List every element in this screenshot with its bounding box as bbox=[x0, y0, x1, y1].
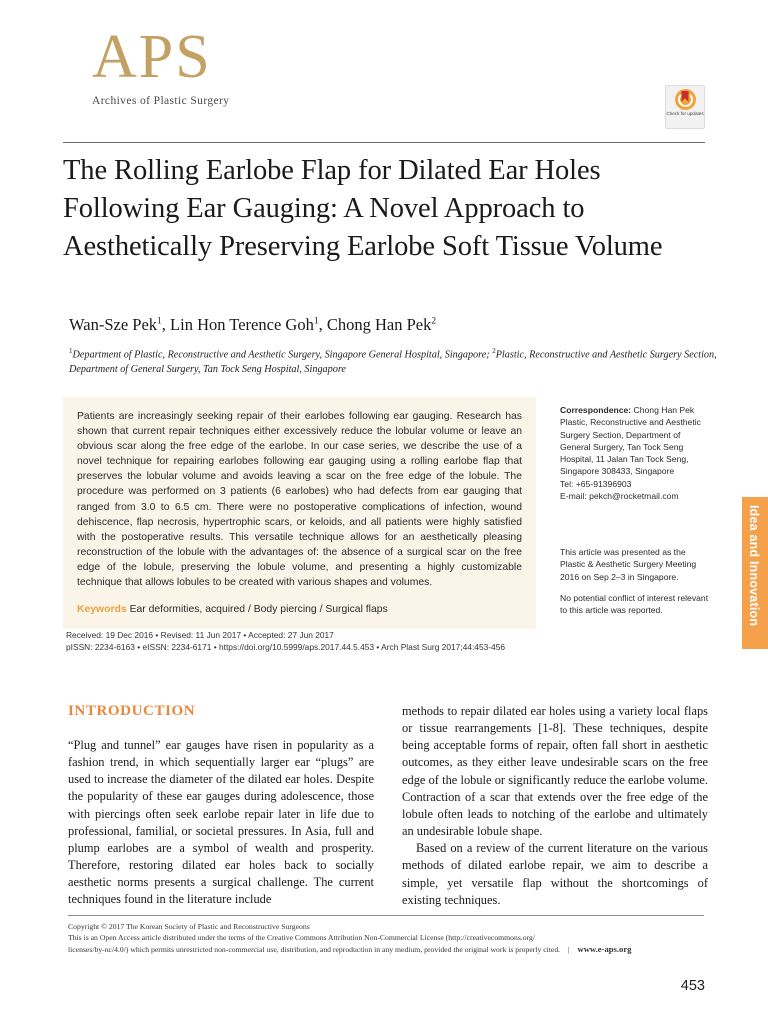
correspondence-label: Correspondence: bbox=[560, 405, 632, 415]
article-title: The Rolling Earlobe Flap for Dilated Ear Holes Following Ear Gauging: A Novel Approach to Aesthetically Preserving Earlobe Soft Tissue Volume bbox=[63, 155, 663, 262]
footer-license-line-2: licenses/by-nc/4.0/) which permits unrestricted non-commercial use, distribution, and reproduction in any medium, provided the original work is properly cited. bbox=[68, 944, 561, 954]
journal-logo-subtitle: Archives of Plastic Surgery bbox=[92, 94, 230, 107]
footer-block bbox=[68, 922, 704, 955]
article-type-tab-label: Idea and Innovation bbox=[747, 505, 761, 627]
article-type-tab bbox=[742, 497, 768, 649]
author-affiliations: $^1$Department of Plastic, Reconstructive and Aesthetic Surgery, Singapore General Hospital, Singapore; $^2$Plastic, Reconstructive and Aesthetic Surgery Section, Department of General Surgery, Tan Tock Seng Hospital, Singapore bbox=[69, 347, 717, 376]
body-column-left bbox=[68, 737, 374, 909]
correspondence-email[interactable]: E-mail: pekch@rocketmail.com bbox=[560, 491, 679, 502]
publication-identifiers[interactable]: pISSN: 2234-6163 • eISSN: 2234-6171 • https://doi.org/10.5999/aps.2017.44.5.453 • Arch Plast Surg 2017;44:453-456 bbox=[66, 642, 506, 653]
intro-paragraph-left: “Plug and tunnel” ear gauges have risen in popularity as a fashion trend, in which sequentially larger ear “plugs” are used to increase the diameter of the dilated ear holes. Despite the popularity of these ear gauges during adolescence, those with piercings often seek earlobe repair later in life due to professional, familial, or societal pressures. In Asia, full and plump earlobes are a symbol of wealth and prosperity. Therefore, restoring dilated ear holes back to socially aesthetic norms presents a surgical challenge. The current techniques found in the literature include bbox=[68, 738, 374, 907]
correspondence-address: Plastic, Reconstructive and Aesthetic Surgery Section, Department of General Surgery, Tan Tock Seng Hospital, 11 Jalan Tan Tock Seng, Singapore 308433, Singapore bbox=[560, 417, 701, 477]
footer-divider bbox=[68, 915, 704, 916]
keywords-row bbox=[77, 604, 522, 615]
publication-info bbox=[66, 629, 546, 654]
crossmark-label: Check for updates bbox=[666, 111, 704, 116]
intro-paragraph-right-1: methods to repair dilated ear holes using a variety local flaps or tissue rearrangements [1-8]. These techniques, despite being acceptable forms of repair, often fall short in aesthetic outcomes, as they either leave undesirable scars on the free edge of the lobule or significantly reduce the earlobe volume. Contraction of a scar that extends over the free edge of the lobule often leads to notching of the earlobe and ultimately an undesirable lobule shape. bbox=[402, 704, 708, 839]
journal-website-link[interactable]: www.e-aps.org bbox=[577, 943, 632, 954]
journal-logo bbox=[92, 23, 230, 107]
correspondence-tel: Tel: +65-91396903 bbox=[560, 478, 632, 489]
footer-separator: | bbox=[568, 944, 570, 954]
publication-dates: Received: 19 Dec 2016 • Revised: 11 Jun 2017 • Accepted: 27 Jun 2017 bbox=[66, 630, 334, 640]
keywords-value: Ear deformities, acquired / Body piercing / Surgical flaps bbox=[129, 604, 388, 616]
conflict-of-interest-note: No potential conflict of interest relevant to this article was reported. bbox=[560, 593, 709, 616]
journal-logo-text: APS bbox=[92, 23, 212, 91]
footer-license-line-1: This is an Open Access article distributed under the terms of the Creative Commons Attribution Non-Commercial License (http://creativecommons.org/ bbox=[68, 932, 535, 942]
page-number: 453 bbox=[680, 978, 705, 994]
footer-license-line-2-row bbox=[68, 944, 704, 956]
correspondence-block bbox=[560, 404, 712, 502]
abstract-text: Patients are increasingly seeking repair of their earlobes following ear gauging. Research has shown that current repair techniques either excessively reduce the lobular volume or leave an obvious scar along the free edge of the earlobe. In our case series, we describe the use of a novel technique for repairing earlobes following ear gauging using a rolling earlobe flap that preserves the lobular volume and avoids leaving a scar on the free edge of the lobule. The procedure was performed on 3 patients (6 earlobes) who had defects from ear gauging that ranged from 3.0 to 6.5 cm. There were no postoperative complications of infection, wound dehiscence, flap necrosis, hypertrophic scars, or keloids, and all patients were highly satisfied with the postoperative results. This versatile technique allows for an aesthetically pleasing reconstruction of the lobule with the advantages of: the absence of a surgical scar on the free edge of the lobule, preserving the lobule volume, and presenting a highly customizable technique that allows lobules to be created with various shapes and volumes. bbox=[77, 411, 522, 589]
correspondence-name: Chong Han Pek bbox=[633, 405, 695, 415]
intro-paragraph-right-2: Based on a review of the current literature on the various methods of dilated earlobe repair, we aim to describe a simple, yet versatile flap without the shortcomings of existing techniques. bbox=[402, 841, 708, 907]
crossmark-icon bbox=[675, 89, 696, 110]
journal-masthead bbox=[63, 23, 705, 146]
abstract-block bbox=[63, 397, 536, 629]
presentation-note: This article was presented as the Plastic & Aesthetic Surgery Meeting 2016 on Sep 2–3 in Singapore. bbox=[560, 547, 697, 582]
header-divider bbox=[63, 142, 705, 143]
footer-copyright: Copyright © 2017 The Korean Society of Plastic and Reconstructive Surgeons bbox=[68, 922, 310, 931]
author-list: Wan-Sze Pek$^1$, Lin Hon Terence Goh$^1$, Chong Han Pek$^2$ bbox=[69, 315, 437, 334]
body-column-right bbox=[402, 703, 708, 909]
check-for-updates-badge[interactable] bbox=[665, 85, 705, 129]
section-heading-introduction: INTRODUCTION bbox=[68, 703, 196, 719]
keywords-label: Keywords bbox=[77, 604, 127, 616]
